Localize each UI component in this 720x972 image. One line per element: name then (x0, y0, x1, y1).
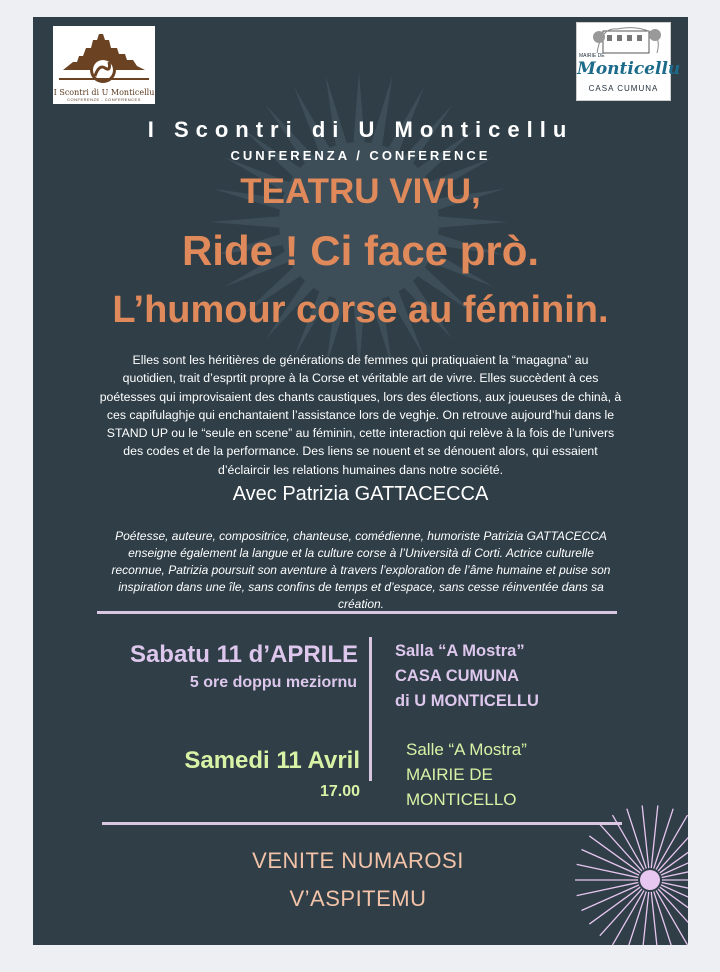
event-title-line2: Ride ! Ci face prò. (181, 227, 540, 274)
venue-line: Salle “A Mostra” (406, 740, 527, 759)
divider-bottom (102, 822, 622, 825)
divider-vertical (369, 637, 372, 755)
description-line: des codes et de la performance. Des liens se nouent et se dénouent alors, qui essaient (123, 444, 598, 459)
call-to-action (203, 842, 513, 918)
divider-top (97, 611, 617, 614)
bio-line: inspiration dans une île, sans confins de temps et d’espace, sans cesse réinventée dans sa (118, 580, 604, 594)
description-line: quotidien, trait d’esprtit propre à la Corse et véritable art de vivre. Elles succèdent à ces (122, 371, 599, 386)
logo-brand: Monticellu (577, 59, 681, 79)
logo-casa-text: CASA CUMUNA (588, 84, 659, 93)
poster (33, 17, 688, 945)
series-subtitle: CUNFERENZA / CONFERENCE (230, 148, 491, 163)
bio-line: enseigne également la langue et la culture corse à l’Università di Corti. Actrice culturelle (128, 546, 594, 560)
event-title-line3: L’humour corse au féminin. (112, 289, 609, 331)
cta-line2: V’ASPITEMU (289, 886, 427, 911)
venue-french (406, 737, 527, 812)
logo-name: I Scontri di U Monticellu (53, 88, 155, 97)
bio-line: reconnue, Patrizia poursuit son aventure à travers l’exploration de l’âme humaine et puise son (111, 563, 611, 577)
speaker-name: Avec Patrizia GATTACECCA (232, 483, 489, 505)
description-line: d’éclaircir les relations humaines dans notre société. (217, 462, 504, 477)
logo-tagline: CONFERENZE - CONFERENCES (67, 97, 141, 102)
venue-corsican (395, 639, 539, 714)
venue-line: CASA CUMUNA (395, 667, 520, 685)
village-hill-logo (53, 26, 155, 88)
bio-line: création. (337, 597, 385, 611)
speaker-bio (71, 528, 651, 613)
logo-mairie-text: MAIRIE DE (579, 53, 605, 59)
venue-line: MAIRIE DE (406, 765, 493, 784)
building-sketch-icon (577, 23, 670, 57)
venue-line: Salla “A Mostra” (395, 642, 525, 660)
spark-burst-icon (568, 802, 688, 945)
description-line: poétesses qui improvisaient des chants caustiques, lors des élections, aux joueuses de chinà, à (99, 389, 622, 404)
conference-logo (53, 26, 155, 104)
description-line: Elles sont les héritières de générations de femmes qui pratiquaient la “magagna” au (132, 353, 589, 367)
date-corsican: Sabatu 11 d’APRILE (129, 641, 358, 668)
series-title: I Scontri di U Monticellu (147, 117, 574, 142)
time-corsican: 5 ore doppu meziornu (189, 674, 357, 691)
description-line: ces capifulaghje qui enchantaient l’assistance lors de veghje. On retrouve aujourd’hui dans le (106, 407, 615, 422)
description-line: STAND UP ou le “seule en scene” au féminin, cette interaction qui relève à la fois de l’univers (106, 426, 615, 441)
venue-line: di U MONTICELLU (395, 692, 539, 710)
venue-line: MONTICELLO (406, 790, 517, 809)
cta-line1: VENITE NUMAROSI (252, 848, 464, 873)
town-hall-logo (576, 22, 681, 101)
divider-vertical (369, 739, 372, 781)
event-description (83, 351, 638, 479)
time-french: 17.00 (319, 783, 360, 800)
date-french: Samedi 11 Avril (184, 747, 360, 774)
event-title-line1: TEATRU VIVU, (240, 172, 481, 211)
bio-line: Poétesse, auteure, compositrice, chanteuse, comédienne, humoriste Patrizia GATTACECCA (115, 529, 607, 543)
